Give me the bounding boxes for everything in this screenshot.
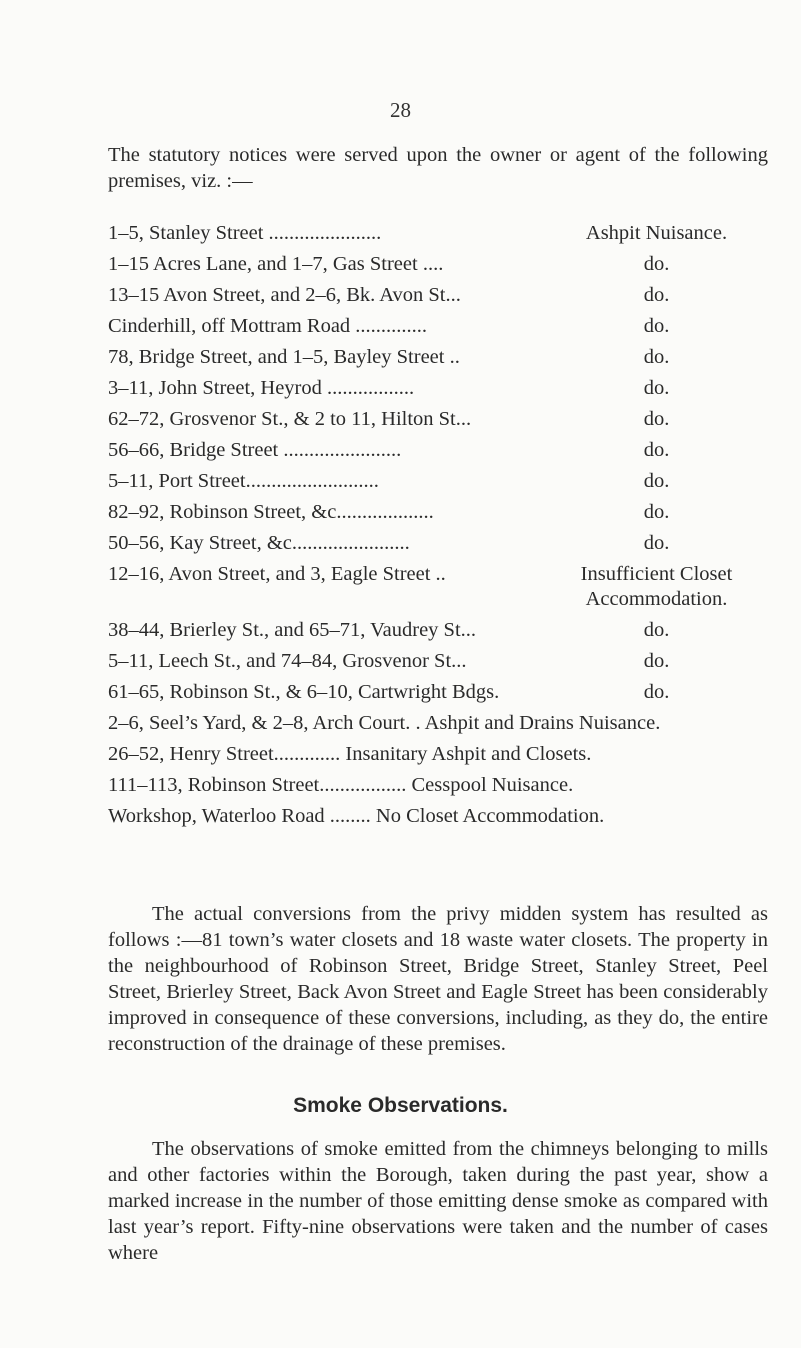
nuisance-type: do. bbox=[643, 253, 670, 275]
nuisance-type: do. bbox=[643, 284, 670, 306]
list-item bbox=[108, 373, 768, 404]
premises-location: 5–11, Port Street.......................... bbox=[108, 470, 379, 492]
intro-paragraph: The statutory notices were served upon the owner or agent of the following premises, viz. :— bbox=[108, 144, 768, 192]
list-item bbox=[108, 249, 768, 280]
list-item: Workshop, Waterloo Road ........ No Closet Accommodation. bbox=[108, 805, 605, 827]
nuisance-type: do. bbox=[643, 650, 670, 672]
list-item bbox=[108, 342, 768, 373]
nuisance-type: do. bbox=[643, 346, 670, 368]
list-item: 111–113, Robinson Street................. Cesspool Nuisance. bbox=[108, 774, 574, 796]
premises-location: 56–66, Bridge Street ....................... bbox=[108, 439, 402, 461]
list-item bbox=[108, 435, 768, 466]
nuisance-type: do. bbox=[643, 619, 670, 641]
nuisance-line: Insufficient Closet bbox=[580, 563, 733, 585]
smoke-paragraph: The observations of smoke emitted from the chimneys belonging to mills and other factories within the Borough, taken during the past year, show a marked increase in the number of those emitting dense smoke as compared with last year’s report. Fifty-nine observations were taken and the number of cases where bbox=[108, 1138, 768, 1264]
nuisance-type: do. bbox=[643, 681, 670, 703]
premises-location: 5–11, Leech St., and 74–84, Grosvenor St... bbox=[108, 650, 467, 672]
list-item bbox=[108, 497, 768, 528]
list-item bbox=[108, 466, 768, 497]
premises-location: 3–11, John Street, Heyrod ................. bbox=[108, 377, 415, 399]
page-number: 28 bbox=[390, 98, 411, 122]
nuisance-type: do. bbox=[643, 377, 670, 399]
section-heading: Smoke Observations. bbox=[293, 1094, 508, 1117]
nuisance-type bbox=[545, 559, 768, 612]
premises-location: 61–65, Robinson St., & 6–10, Cartwright Bdgs. bbox=[108, 681, 500, 703]
premises-location: 78, Bridge Street, and 1–5, Bayley Street .. bbox=[108, 346, 460, 368]
premises-location: 62–72, Grosvenor St., & 2 to 11, Hilton St... bbox=[108, 408, 472, 430]
nuisance-type: do. bbox=[643, 408, 670, 430]
list-item bbox=[108, 404, 768, 435]
list-item bbox=[108, 280, 768, 311]
list-item bbox=[108, 528, 768, 559]
nuisance-type: do. bbox=[643, 315, 670, 337]
premises-location: 50–56, Kay Street, &c....................... bbox=[108, 532, 410, 554]
nuisance-type: Ashpit Nuisance. bbox=[585, 222, 728, 244]
premises-location: Cinderhill, off Mottram Road .............. bbox=[108, 315, 428, 337]
nuisance-line: Accommodation. bbox=[585, 588, 728, 610]
premises-location: 1–15 Acres Lane, and 1–7, Gas Street .... bbox=[108, 253, 444, 275]
list-item bbox=[108, 218, 768, 249]
list-item: 2–6, Seel’s Yard, & 2–8, Arch Court. . Ashpit and Drains Nuisance. bbox=[108, 712, 661, 734]
nuisance-type: do. bbox=[643, 470, 670, 492]
premises-location: 1–5, Stanley Street ...................... bbox=[108, 222, 382, 244]
premises-location: 38–44, Brierley St., and 65–71, Vaudrey St... bbox=[108, 619, 477, 641]
premises-location: 12–16, Avon Street, and 3, Eagle Street .. bbox=[108, 563, 446, 585]
premises-location: 82–92, Robinson Street, &c................... bbox=[108, 501, 434, 523]
conversions-paragraph: The actual conversions from the privy midden system has resulted as follows :—81 town’s water closets and 18 waste water closets. The property in the neighbourhood of Robinson Street, Bridge Street, Stanley Street, Peel Street, Brierley Street, Back Avon Street and Eagle Street has been considerably improved in consequence of these conversions, including, as they do, the entire reconstruction of the drainage of these premises. bbox=[108, 903, 768, 1055]
nuisance-type: do. bbox=[643, 439, 670, 461]
nuisance-type: do. bbox=[643, 501, 670, 523]
list-item bbox=[108, 646, 768, 677]
premises-list bbox=[108, 218, 768, 832]
list-item bbox=[108, 311, 768, 342]
list-item: 26–52, Henry Street............. Insanitary Ashpit and Closets. bbox=[108, 743, 592, 765]
premises-location: 13–15 Avon Street, and 2–6, Bk. Avon St... bbox=[108, 284, 461, 306]
nuisance-type: do. bbox=[643, 532, 670, 554]
list-item bbox=[108, 615, 768, 646]
list-item bbox=[108, 677, 768, 708]
list-item bbox=[108, 559, 768, 615]
